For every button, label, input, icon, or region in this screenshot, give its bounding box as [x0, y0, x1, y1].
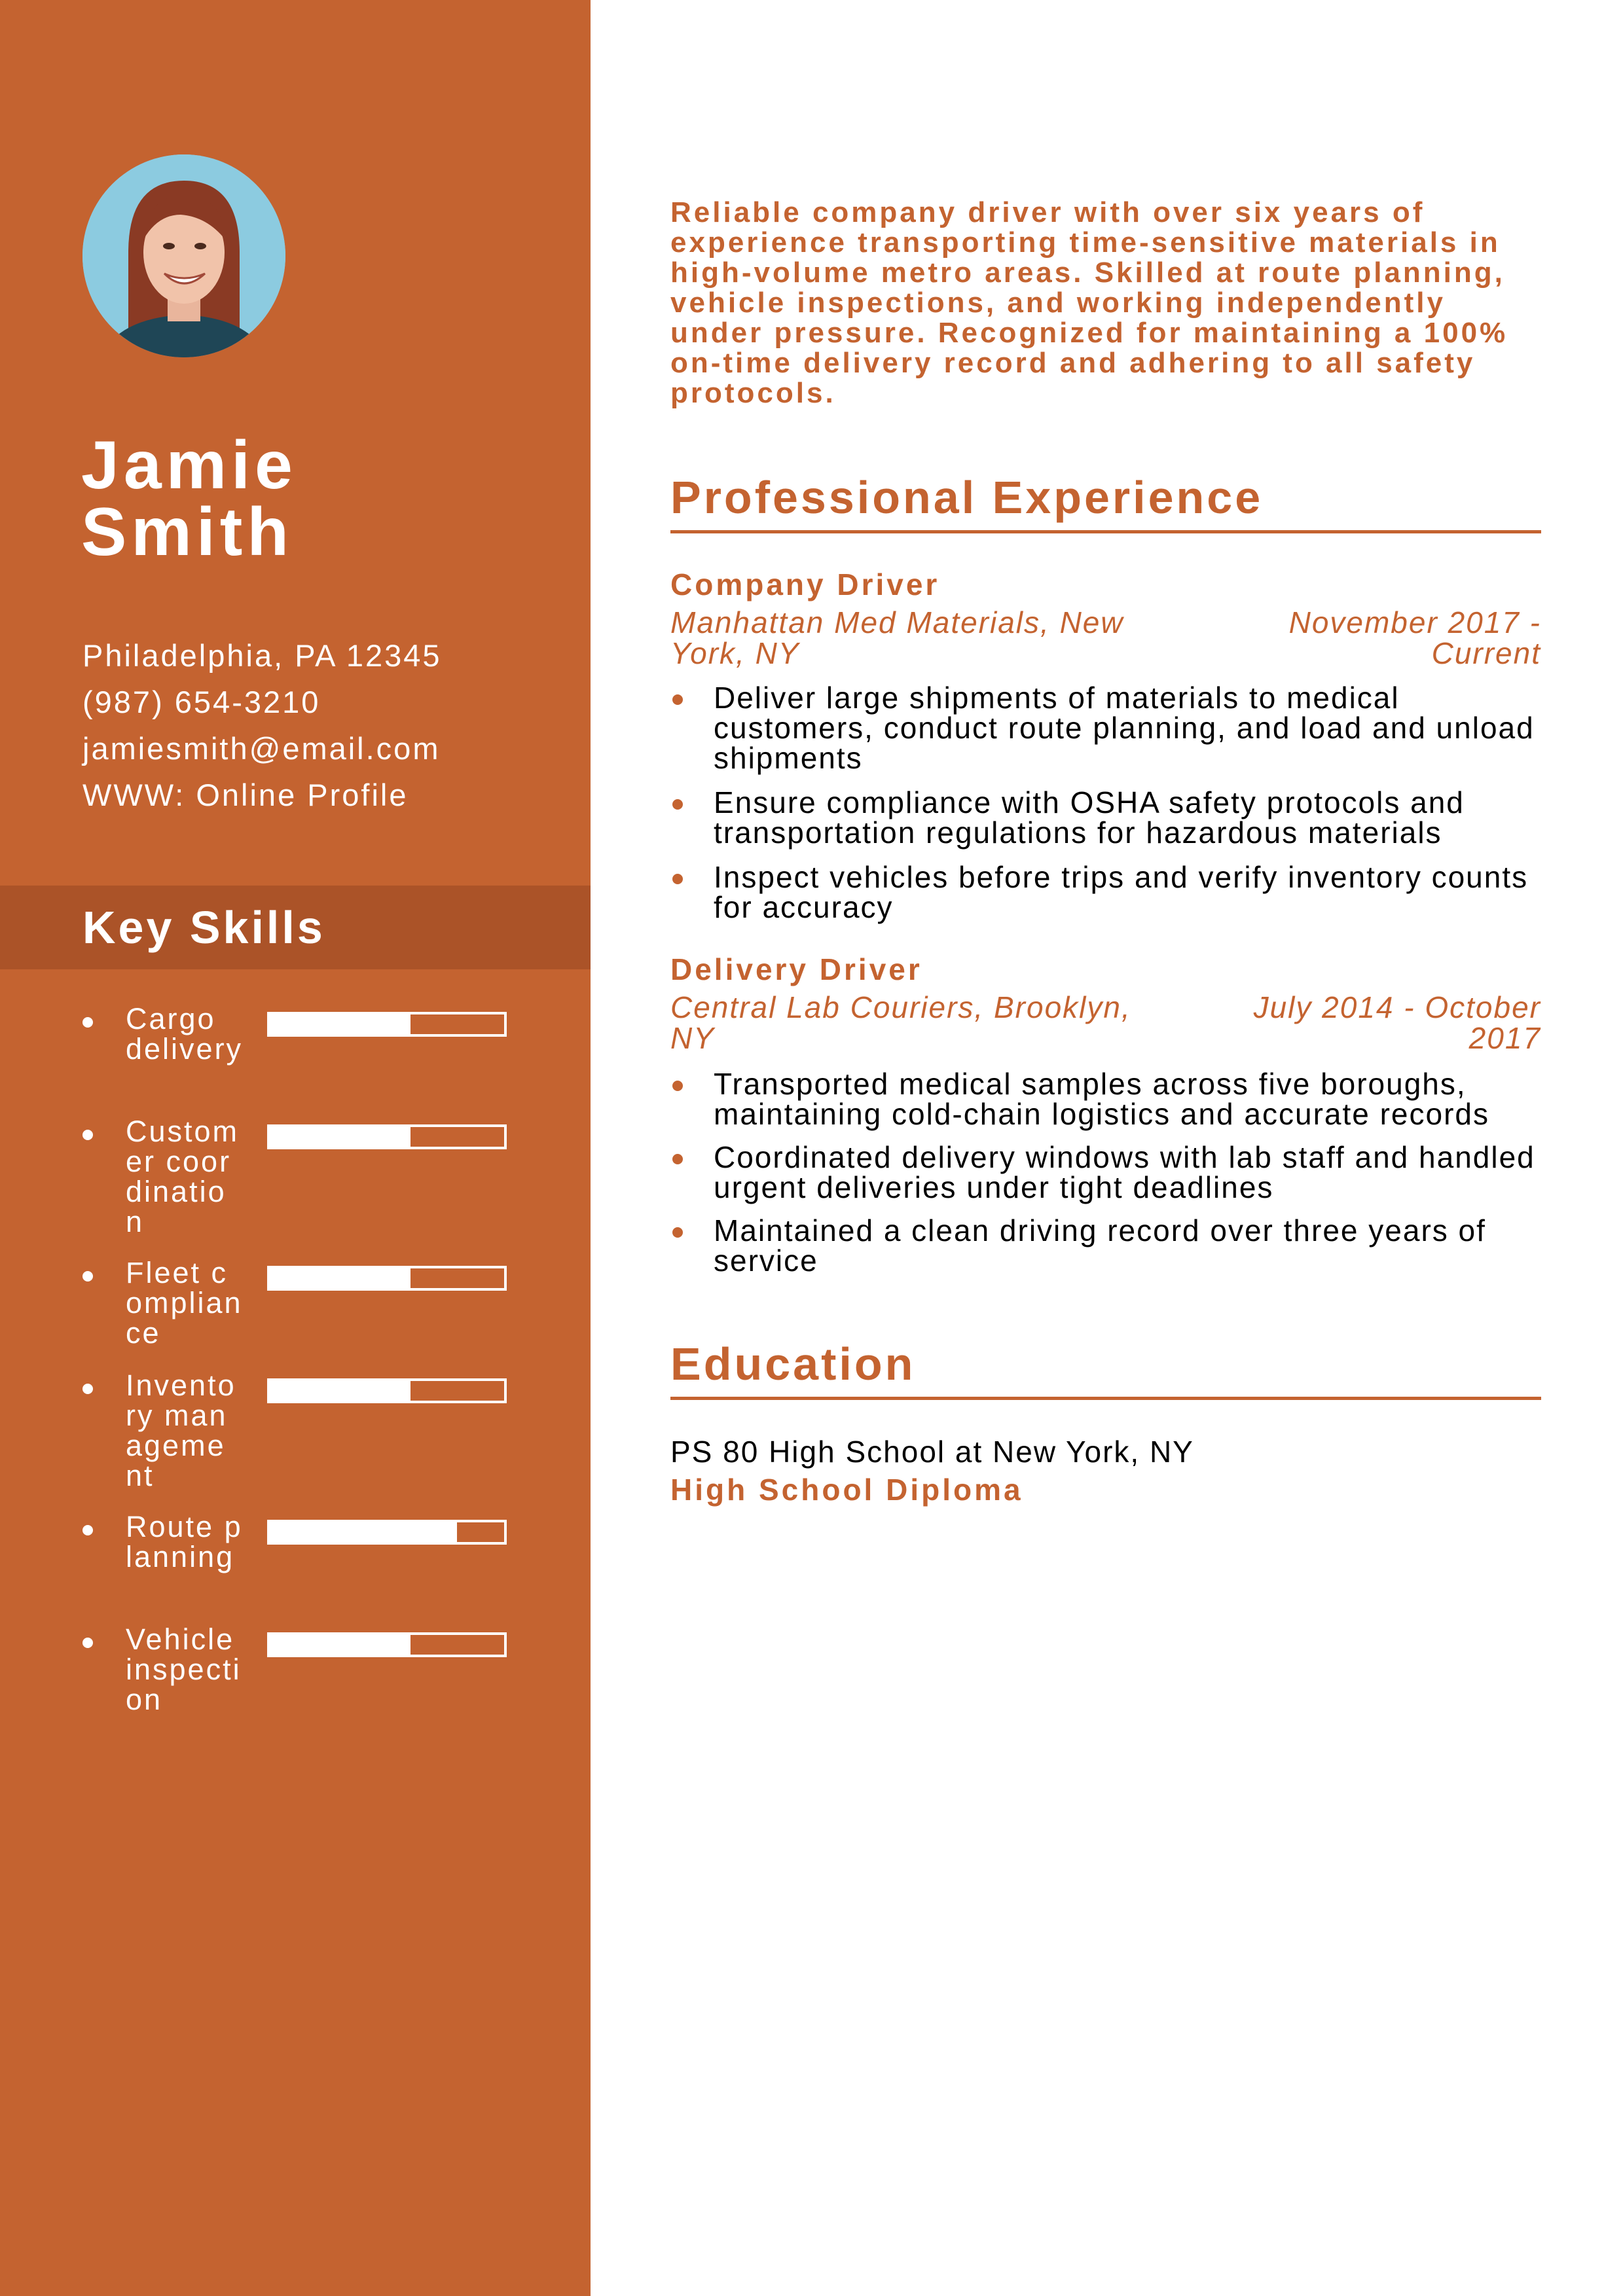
bullet-dot: [672, 874, 683, 884]
skill-level-fill: [270, 1268, 410, 1288]
skill-level-fill: [270, 1635, 410, 1655]
skill-level-bar: [267, 1266, 507, 1291]
list-item: [670, 1215, 1541, 1276]
candidate-name: [81, 427, 553, 570]
list-item: [670, 862, 1541, 922]
bullet-dot: [82, 1638, 93, 1648]
bullet-dot: [672, 1227, 683, 1238]
education-section-title: Education: [670, 1338, 916, 1390]
skill-level-fill: [270, 1522, 457, 1542]
skill-label: Customer coordination: [126, 1115, 240, 1238]
job-company: Manhattan Med Materials, New York, NY: [670, 605, 1124, 670]
list-item: [670, 1069, 1541, 1129]
key-skills-title: Key Skills: [82, 902, 325, 953]
list-item: [670, 683, 1541, 773]
bullet-dot: [82, 1271, 93, 1282]
skill-level-bar: [267, 1012, 507, 1037]
degree-name: High School Diploma: [670, 1473, 1023, 1507]
skill-level-bar: [267, 1124, 507, 1149]
bullet-dot: [672, 1154, 683, 1164]
job-duties-list: [670, 683, 1541, 922]
school-name: PS 80 High School at New York, NY: [670, 1435, 1194, 1469]
email-link[interactable]: jamiesmith@email.com: [82, 731, 441, 766]
skill-label: Inventory management: [126, 1369, 236, 1492]
contact-info: [82, 632, 567, 818]
bullet-dot: [672, 694, 683, 705]
skill-label: Vehicle inspection: [126, 1623, 242, 1716]
section-divider: [670, 1397, 1541, 1400]
professional-summary: Reliable company driver with over six years of experience transporting time-sensitive materials in high-volume metro areas. Skilled at route planning, vehicle inspections, and working independently under pressure. Recognized for maintaining a 100% on-time delivery record and adhering to all safety protocols.: [670, 196, 1508, 409]
duty-text: Coordinated delivery windows with lab staff and handled urgent deliveries under tight deadlines: [714, 1140, 1535, 1204]
duty-text: Inspect vehicles before trips and verify inventory counts for accuracy: [714, 860, 1529, 924]
job-title: Delivery Driver: [670, 952, 922, 986]
job-duties-list: [670, 1069, 1541, 1276]
section-divider: [670, 530, 1541, 533]
list-item: [670, 1142, 1541, 1202]
duty-text: Maintained a clean driving record over three years of service: [714, 1213, 1486, 1278]
job-title: Company Driver: [670, 567, 940, 601]
skill-level-fill: [270, 1381, 410, 1401]
skill-level-bar: [267, 1632, 507, 1657]
bullet-dot: [82, 1525, 93, 1535]
bullet-dot: [82, 1130, 93, 1140]
skill-label: Cargo delivery: [126, 1002, 244, 1066]
skill-level-bar: [267, 1520, 507, 1545]
profile-photo-image: [82, 154, 285, 357]
last-name: Smith: [81, 494, 293, 570]
job-dates: November 2017 - Current: [1288, 605, 1541, 670]
bullet-dot: [82, 1384, 93, 1394]
skill-label: Fleet compliance: [126, 1256, 243, 1350]
sidebar: [0, 0, 591, 2296]
skill-label: Route planning: [126, 1510, 243, 1573]
profile-photo: [82, 154, 285, 357]
bullet-dot: [82, 1017, 93, 1028]
list-item: [670, 787, 1541, 848]
website-link[interactable]: WWW: Online Profile: [82, 778, 409, 812]
experience-section-title: Professional Experience: [670, 472, 1264, 523]
skill-level-fill: [270, 1014, 410, 1034]
duty-text: Ensure compliance with OSHA safety protocols and transportation regulations for hazardous materials: [714, 785, 1465, 850]
location-text: Philadelphia, PA 12345: [82, 638, 442, 673]
skill-level-bar: [267, 1378, 507, 1403]
job-company: Central Lab Couriers, Brooklyn, NY: [670, 990, 1131, 1055]
job-dates: July 2014 - October 2017: [1253, 990, 1541, 1055]
skill-level-fill: [270, 1127, 410, 1147]
phone-text: (987) 654-3210: [82, 685, 321, 719]
first-name: Jamie: [81, 427, 297, 503]
duty-text: Transported medical samples across five boroughs, maintaining cold-chain logistics and accurate records: [714, 1067, 1490, 1131]
duty-text: Deliver large shipments of materials to medical customers, conduct route planning, and load and unload shipments: [714, 681, 1535, 775]
bullet-dot: [672, 799, 683, 810]
key-skills-header: [0, 886, 591, 969]
bullet-dot: [672, 1081, 683, 1091]
